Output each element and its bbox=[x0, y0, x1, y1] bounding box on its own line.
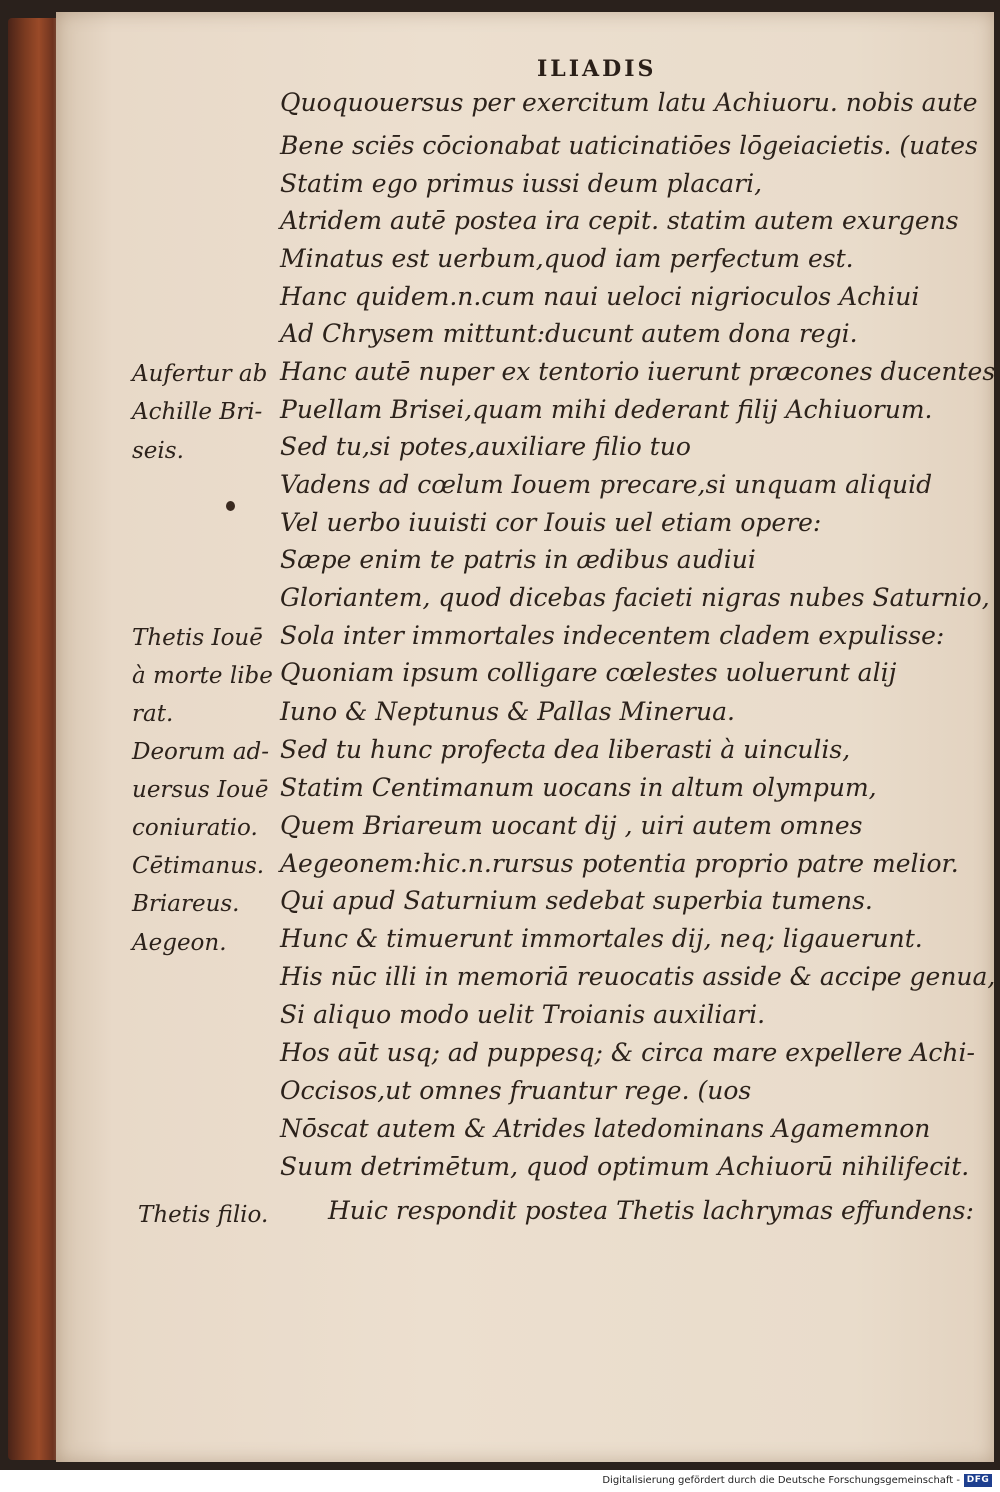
margin-note: Thetis filio. bbox=[138, 1202, 269, 1228]
verse-line: Quoquouersus per exercitum latu Achiuoru. nobis aute bbox=[280, 88, 978, 117]
verse-line: Hunc & timuerunt immortales dij, neq; ligauerunt. bbox=[280, 924, 923, 953]
running-head: ILIADIS bbox=[537, 56, 657, 82]
margin-note: Briareus. bbox=[132, 891, 240, 917]
margin-note: Aegeon. bbox=[132, 930, 227, 956]
margin-note: coniuratio. bbox=[132, 815, 258, 841]
verse-line: Vel uerbo iuuisti cor Iouis uel etiam opere: bbox=[280, 508, 822, 537]
verse-line: Hanc quidem.n.cum naui ueloci nigrioculos Achiui bbox=[280, 282, 920, 311]
margin-note: Aufertur ab bbox=[132, 361, 268, 387]
verse-line: Minatus est uerbum,quod iam perfectum est. bbox=[280, 244, 854, 273]
margin-note: uersus Iouē bbox=[132, 777, 269, 803]
verse-line: Ad Chrysem mittunt:ducunt autem dona regi. bbox=[280, 319, 858, 348]
verse-line: Suum detrimētum, quod optimum Achiuorū nihilifecit. bbox=[280, 1152, 970, 1181]
margin-note: à morte libe bbox=[132, 663, 273, 689]
verse-line: Hanc autē nuper ex tentorio iuerunt præcones ducentes bbox=[280, 357, 996, 386]
margin-note: Deorum ad- bbox=[132, 739, 270, 765]
verse-line: Sæpe enim te patris in ædibus audiui bbox=[280, 545, 756, 574]
margin-note: rat. bbox=[132, 701, 174, 727]
verse-line: Bene sciēs cōcionabat uaticinatiōes lōgeiacietis. (uates bbox=[280, 131, 978, 160]
ink-blot-mark bbox=[226, 501, 235, 511]
footer-credit-text: Digitalisierung gefördert durch die Deutsche Forschungsgemeinschaft - bbox=[602, 1474, 960, 1486]
verse-line: Quem Briareum uocant dij , uiri autem omnes bbox=[280, 811, 863, 840]
verse-line: Occisos,ut omnes fruantur rege. (uos bbox=[280, 1076, 752, 1105]
verse-line: Iuno & Neptunus & Pallas Minerua. bbox=[280, 697, 735, 726]
verse-line: Sola inter immortales indecentem cladem expulisse: bbox=[280, 621, 945, 650]
verse-line: Si aliquo modo uelit Troianis auxiliari. bbox=[280, 1000, 766, 1029]
verse-line: Huic respondit postea Thetis lachrymas effundens: bbox=[328, 1196, 974, 1225]
margin-note: Cētimanus. bbox=[132, 853, 265, 879]
verse-line: Atridem autē postea ira cepit. statim autem exurgens bbox=[280, 206, 959, 235]
digitization-footer bbox=[602, 1472, 992, 1488]
verse-line: Gloriantem, quod dicebas facieti nigras nubes Saturnio, bbox=[280, 583, 990, 612]
verse-line: Nōscat autem & Atrides latedominans Agamemnon bbox=[280, 1114, 931, 1143]
margin-note: seis. bbox=[132, 438, 184, 464]
verse-line: Sed tu,si potes,auxiliare filio tuo bbox=[280, 432, 691, 461]
verse-line: Statim ego primus iussi deum placari, bbox=[280, 169, 763, 198]
dfg-logo-icon: DFG bbox=[964, 1474, 992, 1487]
verse-line: Hos aūt usq; ad puppesq; & circa mare expellere Achi- bbox=[280, 1038, 975, 1067]
verse-line: Statim Centimanum uocans in altum olympum, bbox=[280, 773, 877, 802]
verse-line: Quoniam ipsum colligare cœlestes uoluerunt alij bbox=[280, 658, 897, 687]
verse-line: Puellam Brisei,quam mihi dederant filij Achiuorum. bbox=[280, 395, 933, 424]
verse-line: His nūc illi in memoriā reuocatis asside & accipe genua, bbox=[280, 962, 996, 991]
verse-line: Sed tu hunc profecta dea liberasti à uinculis, bbox=[280, 735, 851, 764]
margin-note: Thetis Iouē bbox=[132, 625, 263, 651]
verse-line: Vadens ad cœlum Iouem precare,si unquam aliquid bbox=[280, 470, 933, 499]
verse-line: Qui apud Saturnium sedebat superbia tumens. bbox=[280, 886, 873, 915]
verse-line: Aegeonem:hic.n.rursus potentia proprio patre melior. bbox=[280, 849, 959, 878]
margin-note: Achille Bri- bbox=[132, 399, 263, 425]
